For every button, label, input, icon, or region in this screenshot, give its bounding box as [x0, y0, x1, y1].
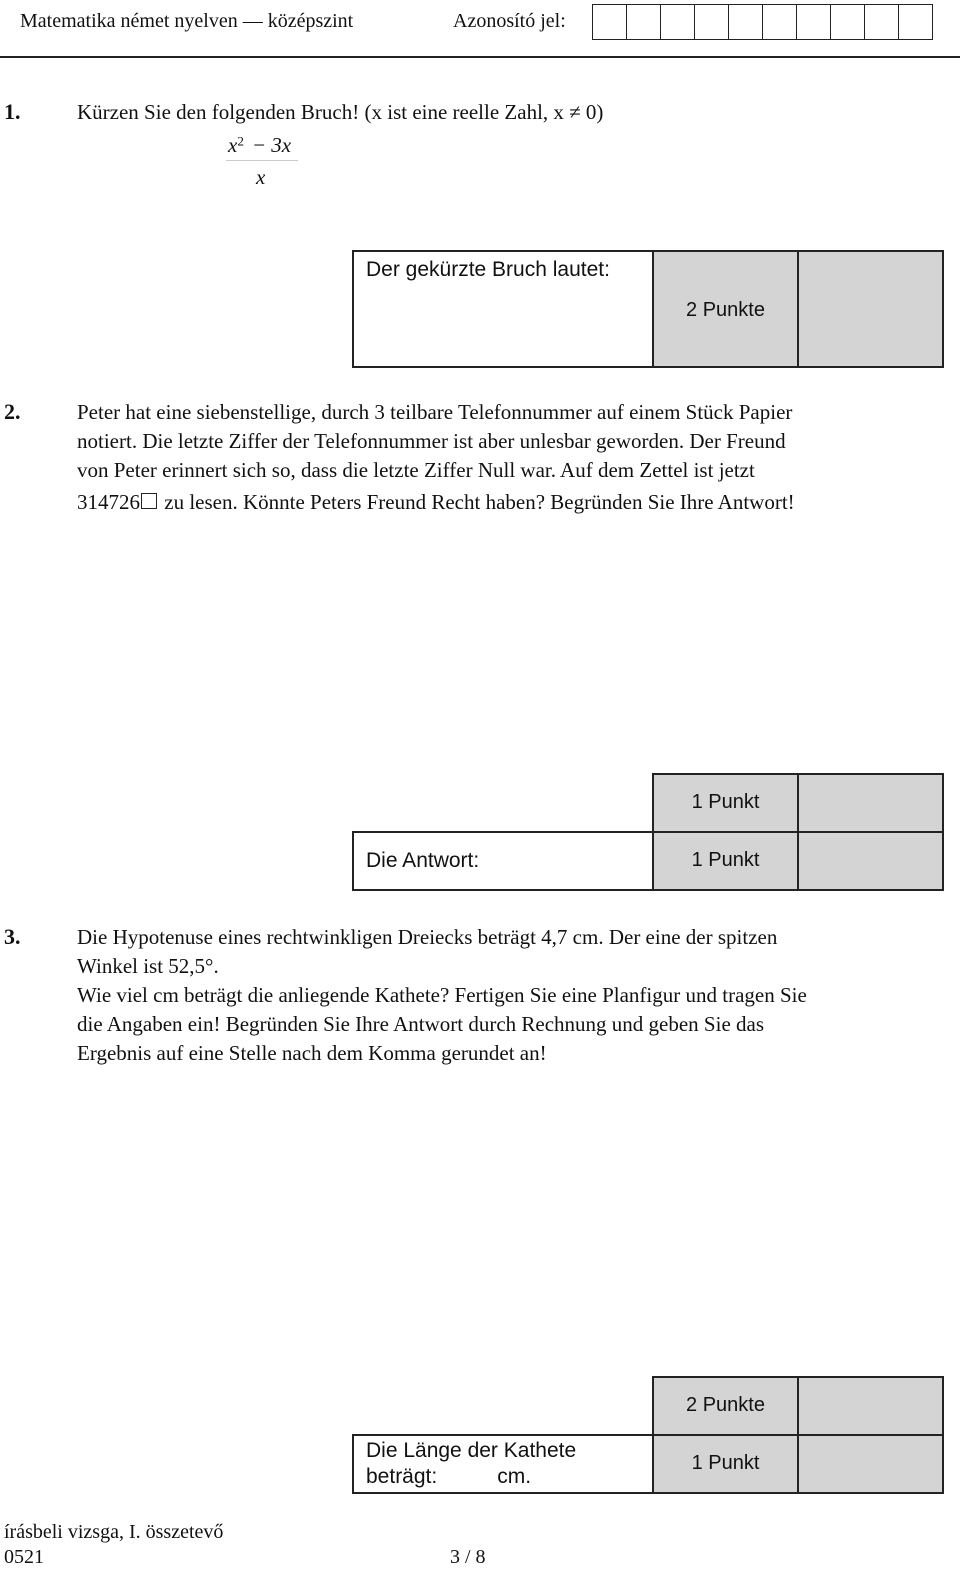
q1-points: 2 Punkte	[686, 299, 765, 321]
id-box[interactable]	[864, 4, 898, 40]
q3-answer-label	[366, 1438, 576, 1490]
id-box[interactable]	[592, 4, 626, 40]
q2-line: notiert. Die letzte Ziffer der Telefonnummer ist aber unlesbar geworden. Der Freund	[77, 429, 786, 453]
q1-text: Kürzen Sie den folgenden Bruch! (x ist eine reelle Zahl, x ≠ 0)	[77, 100, 604, 124]
q3-points-box-2	[652, 1434, 799, 1494]
q1-points-box	[652, 250, 799, 368]
q3-score-box-1[interactable]	[797, 1376, 944, 1436]
q3-answer-box[interactable]	[352, 1434, 654, 1494]
q2-answer-label: Die Antwort:	[366, 849, 480, 872]
fraction-numerator-rest: − 3x	[251, 133, 292, 157]
fraction-denominator: x	[256, 165, 266, 189]
q3-points-2: 1 Punkt	[691, 1452, 760, 1474]
exam-title: Matematika német nyelven — középszint	[20, 10, 354, 32]
id-box[interactable]	[626, 4, 660, 40]
q2-points-1: 1 Punkt	[691, 791, 760, 813]
q2-points-2: 1 Punkt	[691, 849, 760, 871]
fraction-exponent: 2	[237, 133, 244, 149]
id-box[interactable]	[830, 4, 864, 40]
id-box[interactable]	[660, 4, 694, 40]
q2-points-box-2	[652, 831, 799, 891]
unreadable-digit-box	[141, 493, 157, 509]
id-box[interactable]	[694, 4, 728, 40]
q3-line: Ergebnis auf eine Stelle nach dem Komma gerundet an!	[77, 1041, 547, 1065]
q3-text	[77, 923, 933, 1068]
q3-points-1: 2 Punkte	[686, 1394, 765, 1416]
header-divider	[0, 56, 960, 58]
id-box[interactable]	[796, 4, 830, 40]
q3-line: Die Hypotenuse eines rechtwinkligen Dreiecks beträgt 4,7 cm. Der eine der spitzen	[77, 925, 778, 949]
q3-line: Wie viel cm beträgt die anliegende Kathete? Fertigen Sie eine Planfigur und tragen Sie	[77, 983, 807, 1007]
q2-score-box-1[interactable]	[797, 773, 944, 833]
q2-line: zu lesen. Könnte Peters Freund Recht haben? Begründen Sie Ihre Antwort!	[164, 490, 795, 514]
q2-score-box-2[interactable]	[797, 831, 944, 891]
id-box[interactable]	[762, 4, 796, 40]
footer-code: 0521	[4, 1546, 44, 1568]
q2-points-box-1	[652, 773, 799, 833]
fraction-numerator-x: x	[228, 133, 238, 157]
q1-number: 1.	[4, 99, 21, 124]
q2-text	[77, 398, 933, 517]
id-boxes	[592, 4, 933, 40]
q1-score-box[interactable]	[797, 250, 944, 368]
id-label: Azonosító jel:	[453, 10, 566, 32]
q1-answer-label: Der gekürzte Bruch lautet:	[366, 258, 610, 281]
q3-line: Winkel ist 52,5°.	[77, 954, 219, 978]
phone-number: 314726	[77, 490, 140, 514]
q3-answer-unit: cm.	[497, 1465, 532, 1488]
q1-answer-box[interactable]	[352, 250, 654, 368]
fraction-bar	[226, 160, 298, 161]
footer-page: 3 / 8	[450, 1546, 486, 1568]
q2-number: 2.	[4, 399, 21, 424]
q3-points-box-1	[652, 1376, 799, 1436]
q2-line: Peter hat eine siebenstellige, durch 3 teilbare Telefonnummer auf einem Stück Papier	[77, 400, 793, 424]
q3-score-box-2[interactable]	[797, 1434, 944, 1494]
footer-exam: írásbeli vizsga, I. összetevő	[4, 1521, 224, 1543]
q3-number: 3.	[4, 924, 21, 949]
q2-line: von Peter erinnert sich so, dass die letzte Ziffer Null war. Auf dem Zettel ist jetzt	[77, 458, 755, 482]
q3-line: die Angaben ein! Begründen Sie Ihre Antwort durch Rechnung und geben Sie das	[77, 1012, 765, 1036]
q2-answer-box[interactable]	[352, 831, 654, 891]
q3-answer-label-line1: Die Länge der Kathete	[366, 1439, 577, 1462]
q3-answer-label-line2: beträgt:	[366, 1465, 438, 1488]
id-box[interactable]	[728, 4, 762, 40]
q1-fraction	[226, 133, 298, 190]
id-box[interactable]	[898, 4, 933, 40]
